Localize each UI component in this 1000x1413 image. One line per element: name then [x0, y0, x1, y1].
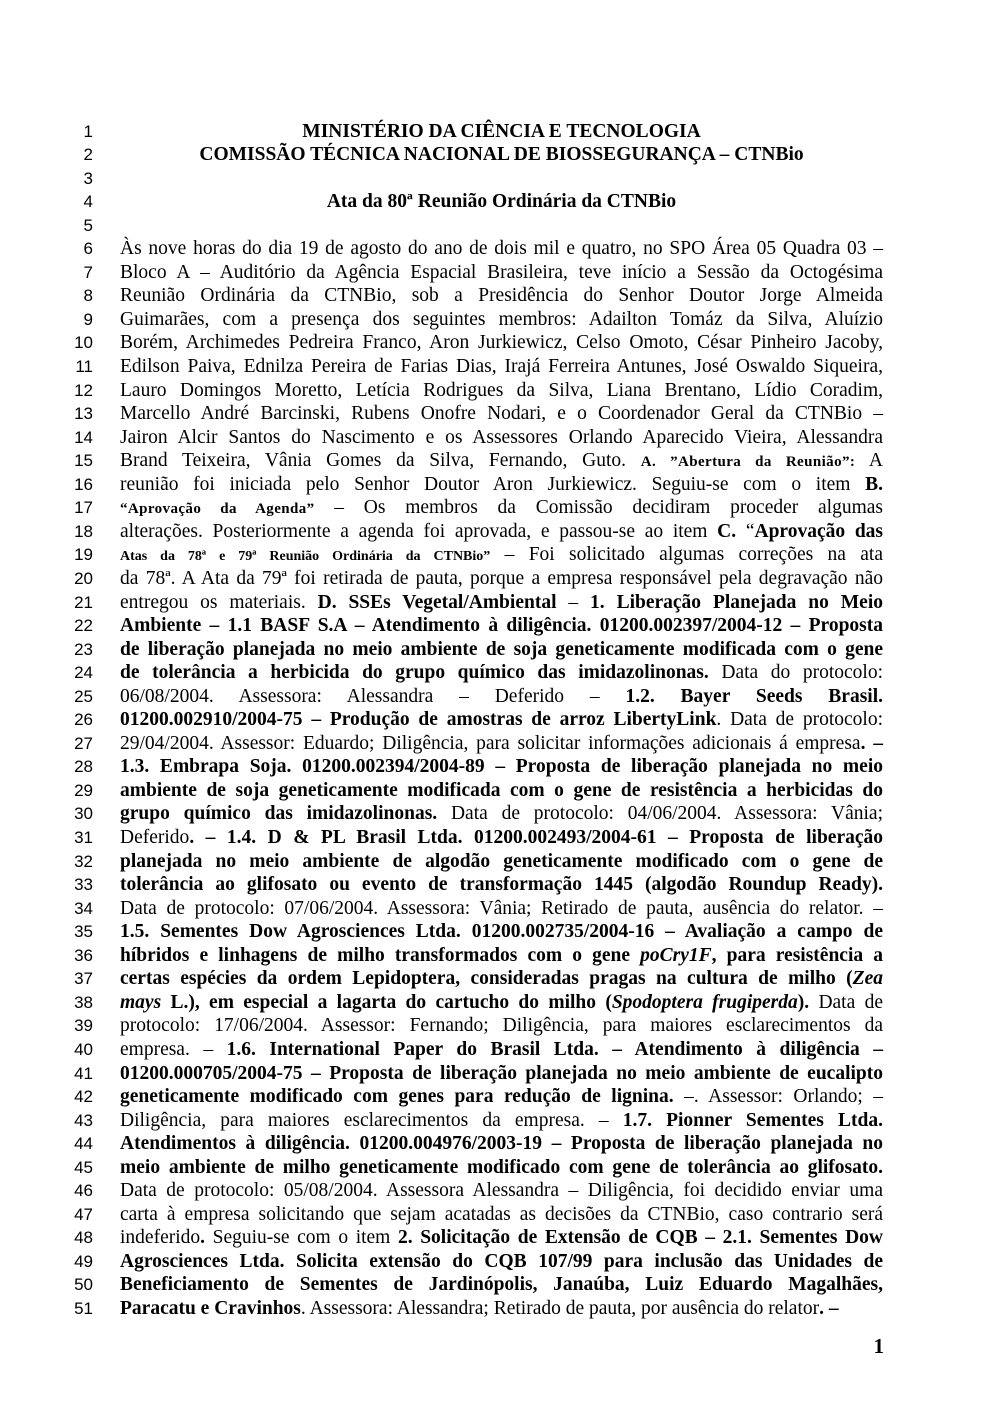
text-run: híbridos e linhagens de milho transformados com o gene: [120, 944, 641, 966]
document-line: [0, 143, 1000, 166]
line-number: 26: [74, 710, 93, 730]
text-run: – Os membros da Comissão decidiram proceder algumas: [314, 497, 883, 519]
text-run: B.: [865, 473, 883, 495]
line-number: 50: [74, 1275, 93, 1295]
text-run: Deferido: [120, 827, 190, 848]
document-line: [0, 873, 1000, 896]
line-number: 1: [83, 121, 93, 141]
line-text: [120, 991, 883, 1014]
document-line: [0, 1132, 1000, 1155]
line-text: [120, 708, 883, 731]
line-number: 17: [74, 498, 93, 518]
line-text: [120, 1109, 883, 1132]
document-line: [0, 520, 1000, 543]
line-text: [120, 1226, 883, 1249]
text-run: carta à empresa solicitando que sejam acatadas as decisões da CTNBio, caso contrario será: [120, 1203, 883, 1225]
line-number: 30: [74, 804, 93, 824]
text-run: 1.6. International Paper do Brasil Ltda. – Atendimento à diligência –: [226, 1038, 883, 1060]
line-number: 51: [74, 1299, 93, 1318]
document-line: [0, 944, 1000, 967]
document-line: [0, 1203, 1000, 1226]
line-text: [120, 614, 883, 637]
text-run: Ata da 80ª Reunião Ordinária da CTNBio: [326, 191, 677, 213]
document-line: [0, 991, 1000, 1014]
text-run: “Aprovação da Agenda”: [120, 501, 315, 518]
line-text: [120, 261, 883, 284]
line-text: [120, 873, 883, 896]
document-line: [0, 120, 1000, 143]
text-run: reunião foi iniciada pelo Senhor Doutor Aron Jurkiewicz. Seguiu-se com o item: [120, 473, 866, 495]
text-run: Paracatu e Cravinhos: [120, 1298, 301, 1319]
line-text: [120, 826, 883, 849]
text-run: 1.7. Pionner Sementes Ltda.: [622, 1109, 883, 1131]
text-run: Data de protocolo: 04/06/2004. Assessora: Vânia;: [437, 803, 883, 825]
line-number: 29: [74, 780, 93, 800]
text-run: “: [736, 520, 755, 542]
line-text: [120, 685, 883, 708]
document-line: [0, 685, 1000, 708]
line-text: [120, 1014, 883, 1037]
document-line: [0, 755, 1000, 778]
document-line: [0, 261, 1000, 284]
line-text: [120, 143, 883, 166]
text-run: Data de: [809, 991, 883, 1013]
text-run: de tolerância a herbicida do grupo químico das imidazolinonas.: [120, 662, 709, 684]
text-run: Data de protocolo: 05/08/2004. Assessora Alessandra – Diligência, foi decidido enviar uma: [120, 1180, 883, 1202]
document-line: [0, 190, 1000, 213]
line-number: 6: [83, 239, 93, 259]
line-number: 41: [74, 1063, 93, 1083]
line-number: 12: [74, 380, 93, 400]
text-run: 01200.000705/2004-75 – Proposta de liberação planejada no meio ambiente de eucalipto: [120, 1062, 883, 1084]
text-run: C.: [717, 520, 737, 542]
line-number: 15: [74, 451, 93, 471]
text-run: , para resistência a: [711, 944, 883, 966]
text-run: . Data de protocolo:: [716, 709, 883, 731]
document-line: [0, 449, 1000, 472]
line-text: [120, 944, 883, 967]
line-text: [120, 379, 883, 402]
document-line: [0, 920, 1000, 943]
text-run: Reunião Ordinária da CTNBio, sob a Presidência do Senhor Doutor Jorge Almeida: [120, 285, 883, 307]
line-text: [120, 237, 883, 260]
text-run: certas espécies da ordem Lepidoptera, consideradas pragas na cultura de milho (: [120, 968, 853, 990]
text-run: A. ”Abertura da Reunião”:: [640, 454, 856, 471]
line-number: 23: [74, 639, 93, 659]
line-text: [120, 496, 883, 521]
line-number: 32: [74, 851, 93, 871]
line-number: 18: [74, 521, 93, 541]
text-run: protocolo: 17/06/2004. Assessor: Fernando; Diligência, para maiores esclarecimentos da: [120, 1015, 883, 1037]
document-line: [0, 1156, 1000, 1179]
line-number: 24: [74, 663, 93, 683]
document-line: [0, 1226, 1000, 1249]
document-line: [0, 214, 1000, 237]
document-line: [0, 967, 1000, 990]
line-number: 4: [83, 192, 93, 212]
line-number: 31: [74, 828, 93, 847]
line-number: 48: [74, 1228, 93, 1248]
text-run: –. Assessor: Orlando; –: [673, 1086, 884, 1108]
text-run: Brand Teixeira, Vânia Gomes da Silva, Fernando, Guto.: [120, 450, 641, 472]
text-run: . – 1.4. D & PL Brasil Ltda. 01200.002493/2004-61 – Proposta de liberação: [189, 827, 883, 848]
line-text: [120, 1250, 883, 1273]
document-line: [0, 1014, 1000, 1037]
text-run: L.), em especial a lagarta do cartucho do milho (: [161, 991, 612, 1013]
document-line: [0, 638, 1000, 661]
line-text: [120, 920, 883, 943]
line-number: 35: [74, 922, 93, 942]
line-text: [120, 473, 883, 496]
text-run: indeferido: [120, 1227, 201, 1249]
document-line: [0, 402, 1000, 425]
text-run: Lauro Domingos Moretto, Letícia Rodrigues da Silva, Liana Brentano, Lídio Coradim,: [120, 379, 883, 401]
line-number: 47: [74, 1204, 93, 1224]
text-run: Atendimentos à diligência. 01200.004976/2003-19 – Proposta de liberação planejada no: [120, 1133, 883, 1155]
text-run: 06/08/2004. Assessora: Alessandra – Deferido –: [120, 685, 626, 707]
line-text: [120, 520, 883, 543]
text-run: 01200.002910/2004-75 – Produção de amostras de arroz LibertyLink: [120, 709, 717, 731]
document-line: [0, 1250, 1000, 1273]
text-run: meio ambiente de milho geneticamente modificado com gene de tolerância ao glifosato.: [120, 1156, 883, 1178]
text-run: Beneficiamento de Sementes de Jardinópolis, Janaúba, Luiz Eduardo Magalhães,: [120, 1274, 883, 1296]
line-text: [120, 308, 883, 331]
line-text: [120, 1062, 883, 1085]
text-run: Agrosciences Ltda. Solicita extensão do CQB 107/99 para inclusão das Unidades de: [120, 1250, 883, 1272]
line-text: [120, 1038, 883, 1061]
line-number: 13: [74, 404, 93, 424]
page-number: 1: [873, 1334, 884, 1358]
document-line: [0, 614, 1000, 637]
line-text: [120, 1156, 883, 1179]
line-number: 3: [83, 168, 93, 188]
line-number: 37: [74, 969, 93, 989]
document-line: [0, 167, 1000, 190]
text-run: A: [855, 450, 883, 472]
line-text: [120, 638, 883, 661]
text-run: 29/04/2004. Assessor: Eduardo; Diligência, para solicitar informações adicionais á empresa: [120, 732, 861, 754]
line-text: [120, 1085, 883, 1108]
document-line: [0, 308, 1000, 331]
text-run: entregou os materiais.: [120, 591, 318, 613]
text-run: Data de protocolo: 07/06/2004. Assessora: Vânia; Retirado de pauta, ausência do relator. –: [120, 897, 883, 919]
document-line: [0, 237, 1000, 260]
line-number: 39: [74, 1016, 93, 1036]
text-run: MINISTÉRIO DA CIÊNCIA E TECNOLOGIA: [302, 120, 701, 142]
document-line: [0, 826, 1000, 849]
line-number: 19: [74, 545, 93, 565]
document-line: [0, 591, 1000, 614]
text-run: 1.5. Sementes Dow Agrosciences Ltda. 01200.002735/2004-16 – Avaliação a campo de: [120, 921, 883, 943]
text-run: mays: [120, 991, 162, 1013]
text-run: Edilson Paiva, Ednilza Pereira de Farias Dias, Irajá Ferreira Antunes, José Oswaldo Siqueira,: [120, 356, 883, 377]
document-line: [0, 732, 1000, 755]
text-run: –: [556, 591, 591, 613]
document-line: [0, 897, 1000, 920]
document-line: [0, 1297, 1000, 1320]
line-number: 28: [74, 757, 93, 777]
document-line: [0, 426, 1000, 449]
line-number: 22: [74, 616, 93, 636]
text-run: ).: [797, 991, 810, 1013]
text-run: 1. Liberação Planejada no Meio: [590, 591, 883, 613]
line-text: [120, 567, 883, 590]
document-line: [0, 355, 1000, 378]
text-run: planejada no meio ambiente de algodão geneticamente modificado com o gene de: [120, 850, 883, 872]
line-number: 44: [74, 1134, 93, 1154]
line-text: [120, 120, 883, 143]
document-line: [0, 1038, 1000, 1061]
line-number: 43: [74, 1110, 93, 1130]
line-number: 8: [83, 286, 93, 306]
line-text: [120, 802, 883, 825]
line-text: [120, 426, 883, 449]
line-text: [120, 661, 883, 684]
line-number: 42: [74, 1087, 93, 1107]
document-line: [0, 496, 1000, 519]
line-number: 36: [74, 945, 93, 965]
text-run: 1.3. Embrapa Soja. 01200.002394/2004-89 – Proposta de liberação planejada no meio: [120, 756, 883, 778]
text-run: Ambiente – 1.1 BASF S.A – Atendimento à diligência. 01200.002397/2004-12 – Proposta: [120, 615, 883, 637]
document-line: [0, 850, 1000, 873]
document-line: [0, 331, 1000, 354]
document-line: [0, 379, 1000, 402]
line-text: [120, 897, 883, 920]
document-line: [0, 284, 1000, 307]
line-number: 10: [74, 333, 93, 353]
line-text: [120, 402, 883, 425]
text-run: grupo químico das imidazolinonas.: [120, 803, 438, 825]
document-line: [0, 708, 1000, 731]
line-text: [120, 732, 883, 755]
text-run: de liberação planejada no meio ambiente de soja geneticamente modificada com o gene: [120, 638, 883, 660]
line-number: 2: [83, 145, 93, 165]
text-run: Jairon Alcir Santos do Nascimento e os Assessores Orlando Aparecido Vieira, Alessandra: [120, 426, 883, 448]
line-number: 20: [74, 568, 93, 588]
text-run: D. SSEs Vegetal/Ambiental: [317, 591, 557, 613]
line-number: 14: [74, 427, 93, 447]
document-line: [0, 779, 1000, 802]
line-number: 49: [74, 1251, 93, 1271]
line-number: 21: [74, 592, 93, 612]
text-run: Zea: [852, 968, 883, 990]
line-number: 25: [74, 686, 93, 706]
document-line: [0, 802, 1000, 825]
line-text: [120, 1297, 883, 1320]
document-line: [0, 1062, 1000, 1085]
text-run: Bloco A – Auditório da Agência Espacial Brasileira, teve início a Sessão da Octogésima: [120, 261, 883, 283]
line-text: [120, 591, 883, 614]
line-number: 5: [83, 215, 93, 235]
text-run: Guimarães, com a presença dos seguintes membros: Adailton Tomáz da Silva, Aluízio: [120, 308, 883, 330]
text-run: tolerância ao glifosato ou evento de transformação 1445 (algodão Roundup Ready).: [120, 874, 883, 896]
text-run: da 78ª. A Ata da 79ª foi retirada de pauta, porque a empresa responsável pela degravação não: [120, 567, 883, 589]
text-run: 2. Solicitação de Extensão de CQB – 2.1. Sementes Dow: [397, 1227, 883, 1249]
line-number: 33: [74, 875, 93, 895]
text-run: . –: [860, 732, 884, 754]
text-run: – Foi solicitado algumas correções na ata: [490, 544, 883, 566]
line-text: [120, 284, 883, 307]
text-run: COMISSÃO TÉCNICA NACIONAL DE BIOSSEGURANÇA – CTNBio: [199, 144, 804, 166]
text-run: 1.2. Bayer Seeds Brasil.: [625, 685, 883, 707]
line-number: 34: [74, 898, 93, 918]
line-number: 27: [74, 733, 93, 753]
text-run: alterações. Posteriormente a agenda foi aprovada, e passou-se ao item: [120, 520, 718, 542]
document-line: [0, 1273, 1000, 1296]
line-text: [120, 190, 883, 213]
line-number: 46: [74, 1181, 93, 1201]
text-run: Spodoptera frugiperda: [611, 991, 798, 1013]
text-run: geneticamente modificado com genes para redução de lignina.: [120, 1086, 674, 1108]
line-text: [120, 779, 883, 802]
line-text: [120, 1179, 883, 1202]
text-run: Borém, Archimedes Pedreira Franco, Aron Jurkiewicz, Celso Omoto, César Pinheiro Jacoby,: [120, 332, 883, 354]
text-run: Aprovação das: [754, 520, 884, 542]
document-line: [0, 473, 1000, 496]
text-run: empresa. –: [120, 1038, 227, 1060]
line-number: 9: [83, 309, 93, 329]
line-text: [120, 355, 883, 378]
text-run: Diligência, para maiores esclarecimentos da empresa. –: [120, 1109, 623, 1131]
text-run: Seguiu-se com o item: [205, 1227, 398, 1249]
text-run: . –: [819, 1298, 839, 1319]
document-line: [0, 567, 1000, 590]
text-run: Atas da 78ª e 79ª Reunião Ordinária da CTNBio”: [120, 549, 491, 565]
document-line: [0, 661, 1000, 684]
line-text: [120, 543, 883, 568]
line-text: [120, 850, 883, 873]
document-line: [0, 1179, 1000, 1202]
text-run: .: [200, 1227, 206, 1249]
line-number: 38: [74, 992, 93, 1012]
line-number: 7: [83, 262, 93, 282]
line-number: 11: [75, 357, 93, 376]
text-run: Às nove horas do dia 19 de agosto do ano de dois mil e quatro, no SPO Área 05 Quadra 03 –: [120, 238, 883, 260]
line-text: [120, 755, 883, 778]
text-run: Marcello André Barcinski, Rubens Onofre Nodari, e o Coordenador Geral da CTNBio –: [120, 403, 883, 425]
document-line: [0, 1085, 1000, 1108]
line-number: 45: [74, 1157, 93, 1177]
line-text: [120, 331, 883, 354]
line-text: [120, 1273, 883, 1296]
text-run: . Assessora: Alessandra; Retirado de pauta, por ausência do relator: [300, 1298, 820, 1319]
text-run: ambiente de soja geneticamente modificada com o gene de resistência a herbicidas do: [120, 779, 883, 801]
text-run: poCry1F: [640, 944, 712, 966]
line-text: [120, 449, 883, 474]
document-line: [0, 1109, 1000, 1132]
document-line: [0, 543, 1000, 566]
line-number: 16: [74, 474, 93, 494]
line-number: 40: [74, 1039, 93, 1059]
text-run: Data do protocolo:: [708, 662, 883, 684]
line-text: [120, 1203, 883, 1226]
line-text: [120, 967, 883, 990]
line-text: [120, 1132, 883, 1155]
